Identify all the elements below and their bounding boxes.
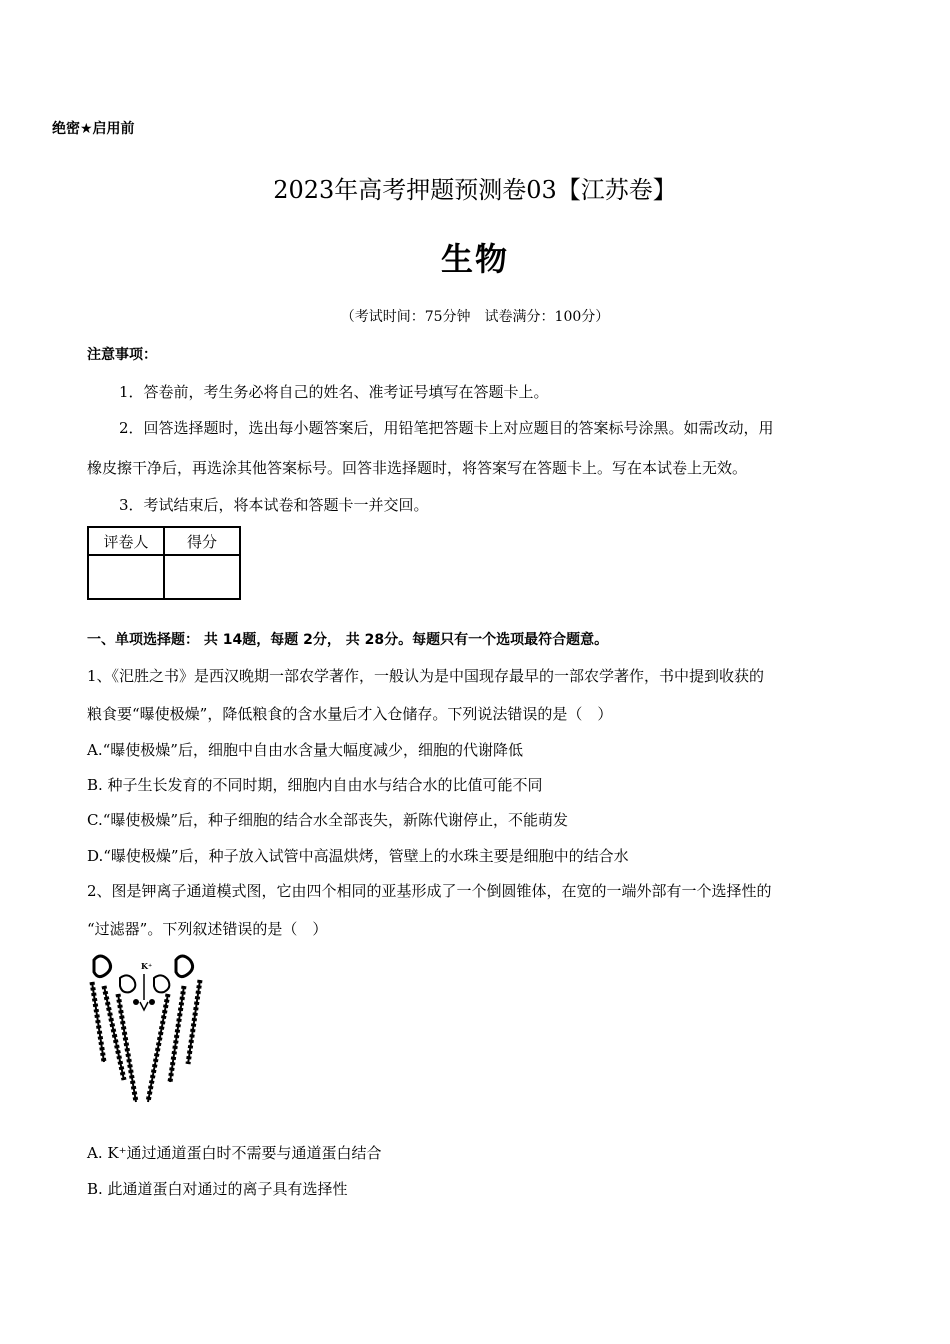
q2-stem-line-2: “过滤器”。下列叙述错误的是（ ）: [87, 920, 328, 938]
potassium-ion-label: K⁺: [141, 961, 153, 971]
q2-option-b: B. 此通道蛋白对通过的离子具有选择性: [87, 1180, 348, 1198]
score-table: [87, 526, 241, 600]
notice-heading: 注意事项：: [87, 347, 157, 363]
exam-info: （考试时间：75分钟 试卷满分：100分）: [340, 309, 610, 325]
score-header: 得分: [164, 527, 240, 555]
grader-cell: [88, 555, 164, 599]
q2-option-a: A. K⁺通过通道蛋白时不需要与通道蛋白结合: [87, 1144, 382, 1162]
q1-option-b: B. 种子生长发育的不同时期，细胞内自由水与结合水的比值可能不同: [87, 776, 543, 794]
q1-option-c: C.“曝使极燥”后，种子细胞的结合水全部丧失，新陈代谢停止，不能萌发: [87, 811, 569, 829]
confidential-label: 绝密★启用前: [52, 121, 135, 137]
subject-title: 生物: [440, 240, 509, 278]
score-cell: [164, 555, 240, 599]
q1-stem-line-1: 1、《汜胜之书》是西汉晚期一部农学著作，一般认为是中国现存最早的一部农学著作，书中提到收获的: [87, 667, 765, 685]
q1-option-a: A.“曝使极燥”后，细胞中自由水含量大幅度减少，细胞的代谢降低: [87, 741, 523, 759]
potassium-channel-figure: [84, 952, 212, 1110]
q1-option-d: D.“曝使极燥”后，种子放入试管中高温烘烤，管壁上的水珠主要是细胞中的结合水: [87, 847, 629, 865]
notice-item-2-line-1: 2．回答选择题时，选出每小题答案后，用铅笔把答题卡上对应题目的答案标号涂黑。如需改动，用: [119, 419, 774, 437]
notice-item-2-line-2: 橡皮擦干净后，再选涂其他答案标号。回答非选择题时，将答案写在答题卡上。写在本试卷上无效。: [87, 459, 748, 477]
exam-title: 2023年高考押题预测卷03【江苏卷】: [273, 176, 677, 204]
q1-stem-line-2: 粮食要“曝使极燥”，降低粮食的含水量后才入仓储存。下列说法错误的是（ ）: [87, 705, 613, 723]
notice-item-1: 1．答卷前，考生务必将自己的姓名、准考证号填写在答题卡上。: [119, 383, 549, 401]
section-1-heading: 一、单项选择题： 共 14题，每题 2分， 共 28分。每题只有一个选项最符合题意。: [87, 632, 609, 648]
grader-header: 评卷人: [88, 527, 164, 555]
q2-stem-line-1: 2、图是钾离子通道模式图，它由四个相同的亚基形成了一个倒圆锥体，在宽的一端外部有一个选择性的: [87, 882, 772, 900]
notice-item-3: 3．考试结束后，将本试卷和答题卡一并交回。: [119, 496, 429, 514]
